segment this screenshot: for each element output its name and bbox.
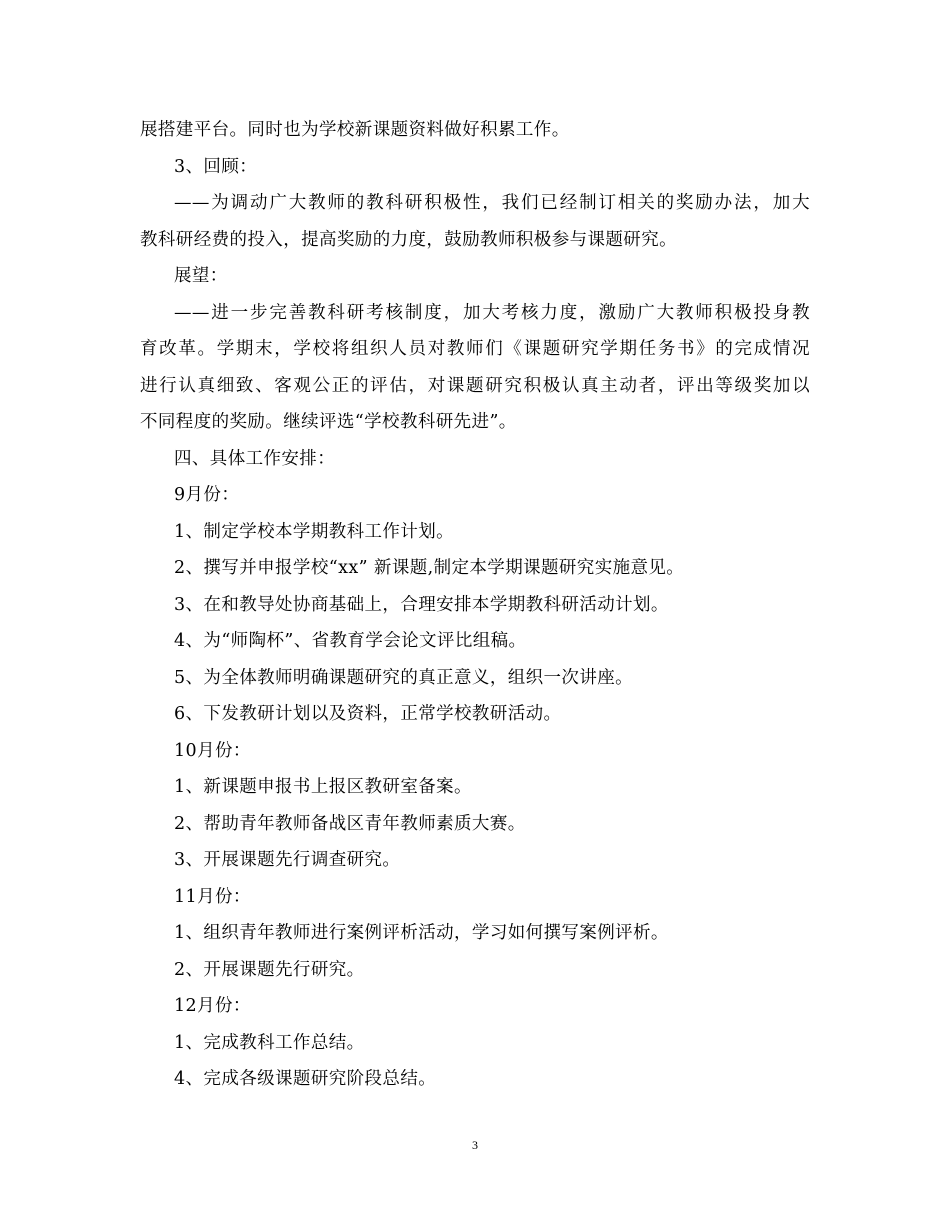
text-line: 不同程度的奖励。继续评选“学校教科研先进”。 [140,412,517,432]
text-line: 1、制定学校本学期教科工作计划。 [174,521,455,542]
document-body [140,112,810,1098]
text-line: 进行认真细致、客观公正的评估，对课题研究积极认真主动者，评出等级奖加以 [140,375,810,396]
text-line: 2、开展课题先行研究。 [174,959,365,980]
text-line: 4、为“师陶杯”、省教育学会论文评比组稿。 [174,631,527,651]
text-line: 3、在和教导处协商基础上，合理安排本学期教科研活动计划。 [174,594,669,615]
text-line: ——为调动广大教师的教科研积极性，我们已经制订相关的奖励办法，加大 [174,193,810,213]
text-line: 11月份： [174,886,251,907]
text-line: 1、组织青年教师进行案例评析活动，学习如何撰写案例评析。 [174,923,669,943]
text-line: 展搭建平台。同时也为学校新课题资料做好积累工作。 [140,120,570,140]
page-number: 3 [472,1138,478,1152]
text-line: 4、完成各级课题研究阶段总结。 [174,1069,437,1089]
text-line: 育改革。学期末，学校将组织人员对教师们《课题研究学期任务书》的完成情况 [140,339,810,359]
text-line: ——进一步完善教科研考核制度，加大考核力度，激励广大教师积极投身教 [174,302,810,323]
text-line: 6、下发教研计划以及资料，正常学校教研活动。 [174,704,562,724]
text-line: 5、为全体教师明确课题研究的真正意义，组织一次讲座。 [174,667,634,688]
text-line: 3、回顾： [174,156,258,177]
text-line: 2、帮助青年教师备战区青年教师素质大赛。 [174,813,526,834]
text-line: 展望： [174,266,228,286]
text-line: 2、撰写并申报学校“xx” 新课题,制定本学期课题研究实施意见。 [174,558,685,578]
text-line: 四、具体工作安排： [174,448,336,469]
text-line: 10月份： [174,740,251,761]
text-line: 1、新课题申报书上报区教研室备案。 [174,777,472,797]
text-line: 12月份： [174,996,251,1016]
text-line: 3、开展课题先行调查研究。 [174,850,401,870]
text-line: 9月份： [174,485,240,505]
text-line: 1、完成教科工作总结。 [174,1032,365,1053]
text-line: 教科研经费的投入，提高奖励的力度，鼓励教师积极参与课题研究。 [140,229,677,250]
